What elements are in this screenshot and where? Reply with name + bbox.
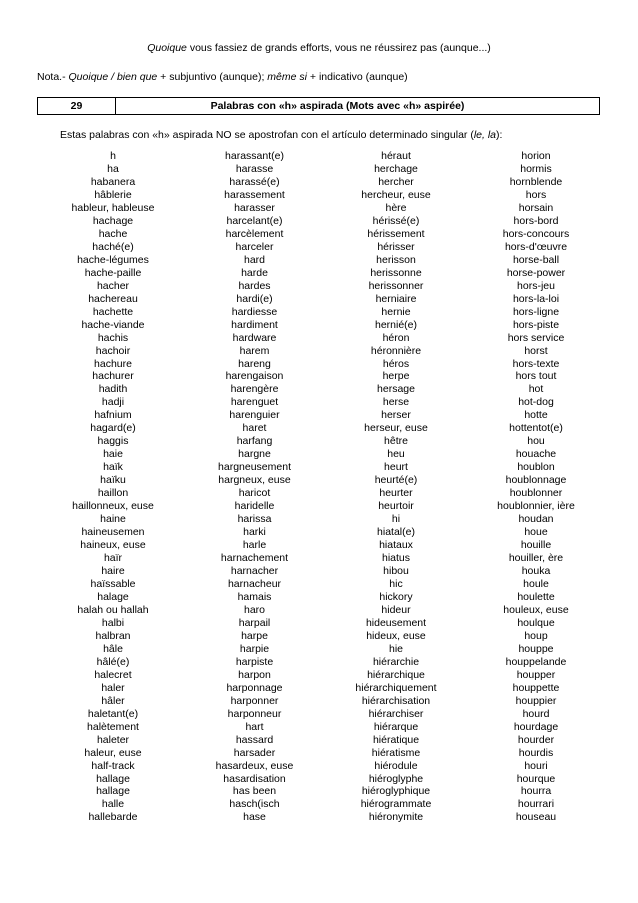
word-item: herpe [382,370,410,383]
word-item: hideux, euse [366,629,426,642]
word-item: hors-concours [502,227,570,240]
word-item: harengère [230,383,279,396]
word-item: houleux, euse [503,603,569,616]
word-item: harnacheur [227,577,282,590]
word-item: hachette [92,305,134,318]
word-item: hors [525,188,547,201]
word-item: hardi(e) [236,292,273,305]
example-sentence [0,42,638,54]
intro-main: Estas palabras con «h» aspirada NO se apostrofan con el artículo determinado singular ( [60,129,474,141]
word-item: hiérarchiquement [355,681,437,694]
word-item: heurter [379,487,413,500]
word-item: haletant(e) [87,707,139,720]
word-item: houdan [518,513,554,526]
word-item: hiataux [379,539,413,552]
word-item: harponner [230,694,279,707]
word-item: hiérarchisation [361,694,431,707]
word-item: harnacher [230,565,279,577]
word-item: hargne [238,448,271,461]
nota-mid-2: + indicativo (aunque) [306,71,408,83]
word-item: hérissé(e) [372,214,420,227]
section-header [37,97,600,115]
word-item: heurté(e) [374,474,418,487]
word-item: houka [521,565,551,577]
word-item: haleter [96,733,130,746]
word-item: hiéroglyphique [361,785,431,798]
word-item: hiérarque [373,720,419,733]
word-item: horion [521,150,551,162]
word-item: hagard(e) [90,422,136,435]
word-item: houille [520,539,552,552]
word-item: harpie [239,642,270,655]
word-item: hardware [232,331,277,344]
nota-prefix: Nota.- [37,71,69,83]
word-item: hibou [383,565,409,577]
word-item: hableur, hableuse [71,201,155,214]
word-item: hors-piste [512,318,560,331]
word-item: halbi [101,616,125,629]
word-item: héronnière [370,344,422,357]
word-item: harpe [241,629,268,642]
word-item: harpiste [235,655,274,668]
word-item: héros [382,357,410,370]
word-item: heurt [384,461,408,474]
word-item: hache-viande [81,318,145,331]
word-item: héron [382,331,410,344]
intro-italic: le, la [473,129,497,141]
intro-text [60,129,502,141]
word-item: hachure [94,357,132,370]
word-item: harponneur [227,707,282,720]
word-item: harpail [238,616,271,629]
word-item: hâler [101,694,125,707]
word-item: horse-ball [512,253,560,266]
word-column-4 [471,150,601,824]
word-item: haggis [97,435,129,448]
example-rest: vous fassiez de grands efforts, vous ne réussirez pas (aunque...) [186,42,491,54]
word-item: halètement [87,720,139,733]
word-item: houlque [517,616,555,629]
word-item: hernie [381,305,411,318]
word-item: hâle [103,642,123,655]
word-item: haine [100,513,126,526]
word-item: hérissement [367,227,425,240]
word-item: hamais [237,590,272,603]
word-item: horse-power [506,266,566,279]
word-item: hotte [524,409,548,422]
word-item: haire [101,565,125,577]
word-item: halbran [95,629,131,642]
word-item: hacher [96,279,130,292]
word-item: hache [98,227,128,240]
nota-italic-2: même si [267,71,307,83]
word-item: hourd [522,707,550,720]
word-item: hiérodule [374,759,418,772]
word-item: hère [385,201,407,214]
word-item: heu [387,448,405,461]
word-item: harfang [236,435,273,448]
word-item: houri [524,759,548,772]
nota-italic-1: Quoique / bien que [68,71,158,83]
word-item: heurtoir [378,500,414,513]
word-item: hargneusement [218,461,291,474]
word-item: haricot [238,487,271,500]
word-item: herser [381,409,411,422]
word-item: hardes [238,279,271,292]
word-item: hase [243,811,266,824]
word-item: hors-bord [513,214,559,227]
word-item: houblon [517,461,555,474]
word-item: hourdage [513,720,559,733]
word-item: hachurer [92,370,134,383]
word-item: hot-dog [518,396,554,409]
word-column-3 [321,150,471,824]
intro-end: ): [496,129,503,141]
word-item: hornblende [509,175,563,188]
word-item: houpper [516,668,556,681]
word-item: hideusement [365,616,427,629]
word-item: houlette [517,590,555,603]
word-item: hallebarde [88,811,138,824]
word-item: harenguier [229,409,280,422]
word-item: harassement [224,188,285,201]
word-item: hic [389,577,403,590]
word-item: hors-ligne [512,305,560,318]
word-item: horsain [518,201,554,214]
word-item: harcèlement [225,227,284,240]
word-item: houblonner [509,487,563,500]
word-item: hiératique [372,733,420,746]
word-item: haleur, euse [84,746,142,759]
word-item: hiérarchie [372,655,420,668]
word-item: haineusemen [81,526,145,539]
word-item: harceler [235,240,274,253]
word-item: hachage [92,214,134,227]
word-item: ha [107,162,119,175]
word-item: haro [243,603,265,616]
word-item: harassant(e) [225,150,284,162]
word-item: hêtre [384,435,408,448]
word-item: hottentot(e) [509,422,563,435]
word-item: hafnium [94,409,132,422]
word-item: hickory [379,590,413,603]
word-item: hors tout [515,370,557,383]
word-item: hiéroglyphe [368,772,424,785]
word-item: hadji [101,396,125,409]
word-item: hors-texte [512,357,560,370]
word-item: halecret [94,668,132,681]
word-item: hors-la-loi [512,292,560,305]
word-item: hiératisme [371,746,421,759]
word-item: haler [101,681,125,694]
word-item: herse [382,396,410,409]
word-item: hadith [98,383,128,396]
word-item: hiatus [381,552,411,565]
word-item: half-track [91,759,135,772]
word-item: hardiment [231,318,278,331]
word-item: houppe [518,642,554,655]
word-item: hasardeux, euse [215,759,294,772]
section-title: Palabras con «h» aspirada (Mots avec «h» aspirée) [210,100,465,112]
word-item: houppette [512,681,560,694]
word-item: houppier [515,694,557,707]
word-item: hasch(isch [229,798,280,811]
word-item: houe [524,526,548,539]
word-item: hard [243,253,265,266]
word-item: hallage [96,785,130,798]
word-item: hiérogrammate [360,798,432,811]
word-item: harissa [237,513,272,526]
word-item: harnachement [220,552,289,565]
word-item: hareng [238,357,271,370]
word-item: halah ou hallah [77,603,149,616]
word-item: haillonneux, euse [72,500,154,513]
word-item: hors service [507,331,565,344]
word-item: houiller, ère [508,552,564,565]
word-item: hourdis [518,746,554,759]
word-item: hercher [378,175,414,188]
word-item: hersage [377,383,415,396]
word-item: houache [515,448,557,461]
word-item: harem [239,344,270,357]
word-item: harasse [235,162,274,175]
word-item: herissonner [368,279,424,292]
word-item: harenguet [230,396,279,409]
word-item: haineux, euse [80,539,146,552]
word-item: hiérarchique [367,668,425,681]
word-item: harasser [234,201,275,214]
word-item: has been [232,785,277,798]
word-item: hot [528,383,544,396]
word-item: hassard [235,733,274,746]
word-item: harde [241,266,268,279]
word-column-2 [188,150,321,824]
word-item: houseau [515,811,557,824]
word-item: hourrari [517,798,555,811]
word-item: houppelande [505,655,567,668]
word-item: hachis [97,331,129,344]
word-item: hiatal(e) [377,526,415,539]
word-item: hasardisation [223,772,286,785]
word-item: hache-paille [84,266,142,279]
word-item: hi [391,513,401,526]
word-item: hourque [516,772,556,785]
word-item: hourder [517,733,555,746]
word-item: harki [243,526,266,539]
section-number: 29 [38,98,116,114]
grammar-note [37,71,408,83]
word-item: hache-légumes [77,253,149,266]
word-item: hernié(e) [374,318,418,331]
word-item: hardiesse [231,305,278,318]
word-item: hâblerie [94,188,132,201]
word-item: haïk [103,461,123,474]
word-item: haret [242,422,267,435]
word-item: harponnage [226,681,283,694]
word-item: haché(e) [92,240,134,253]
word-item: h [110,150,116,162]
word-item: haie [103,448,123,461]
word-item: houp [524,629,548,642]
word-item: herniaire [375,292,417,305]
word-item: hors-d'œuvre [504,240,568,253]
word-item: herchage [374,162,418,175]
word-item: hachoir [95,344,131,357]
word-item: herisson [376,253,416,266]
word-item: héraut [381,150,411,162]
word-item: haïr [103,552,123,565]
word-item: harassé(e) [229,175,280,188]
example-italic: Quoique [147,42,187,54]
word-item: hâlé(e) [96,655,130,668]
word-item: haridelle [234,500,275,513]
word-item: hormis [520,162,552,175]
word-item: hourra [520,785,552,798]
word-item: hideur [381,603,411,616]
word-item: hiérarchiser [368,707,424,720]
word-item: horst [524,344,548,357]
word-item: hachereau [88,292,138,305]
word-item: harsader [233,746,276,759]
word-item: hargneux, euse [218,474,291,487]
word-item: harpon [238,668,271,681]
word-item: houblonnage [505,474,567,487]
word-item: houle [523,577,549,590]
word-item: halage [97,590,129,603]
word-item: hérisser [377,240,415,253]
word-item: houblonnier, ière [497,500,575,513]
nota-mid-1: + subjuntivo (aunque); [157,71,268,83]
word-item: habanera [90,175,136,188]
word-item: hiéronymite [368,811,424,824]
word-item: haïssable [90,577,136,590]
word-item: hou [527,435,545,448]
word-item: haillon [97,487,129,500]
word-item: harcelant(e) [226,214,283,227]
word-item: hallage [96,772,130,785]
word-item: hie [388,642,403,655]
word-item: hors-jeu [517,279,555,292]
word-item: hercheur, euse [361,188,431,201]
word-item: harengaison [225,370,284,383]
word-item: harle [242,539,267,552]
word-column-1 [38,150,188,824]
word-item: haïku [100,474,126,487]
word-item: herissonne [370,266,422,279]
word-item: hart [245,720,264,733]
word-item: herseur, euse [364,422,428,435]
word-item: halle [101,798,125,811]
